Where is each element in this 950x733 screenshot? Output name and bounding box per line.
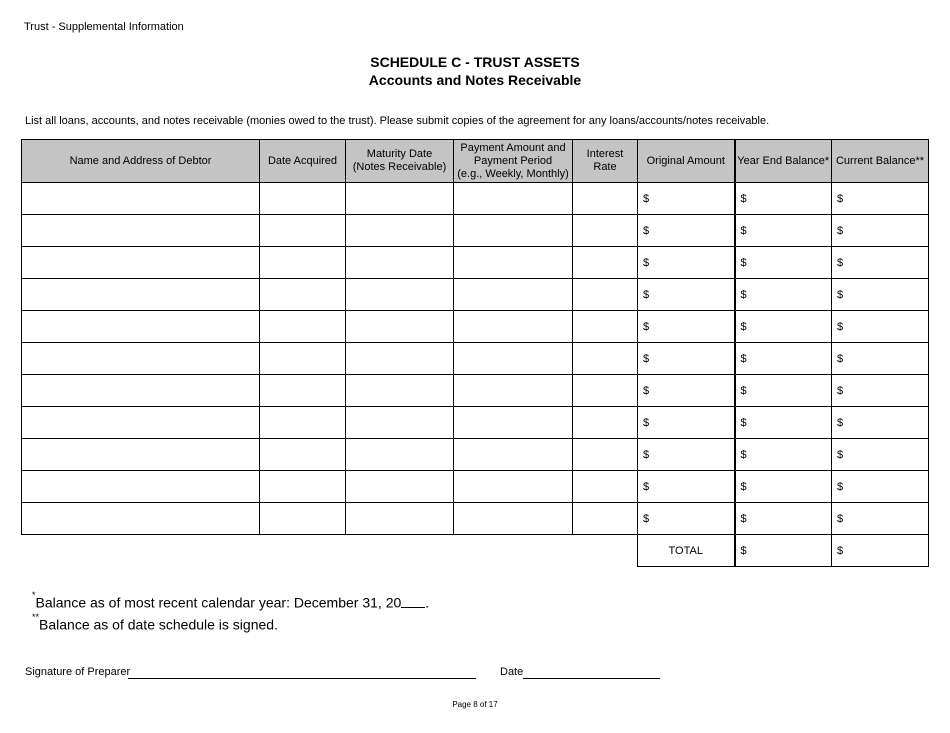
col-header-interest-rate: Interest Rate [573,140,638,183]
table-row [22,311,929,343]
payment-cell[interactable] [454,343,573,375]
payment-cell[interactable] [454,215,573,247]
maturity-date-cell[interactable] [346,375,454,407]
year-end-balance-cell[interactable]: $ [735,503,832,535]
current-balance-cell[interactable]: $ [832,439,929,471]
date-acquired-cell[interactable] [260,439,346,471]
year-blank-field[interactable] [401,595,425,608]
date-acquired-cell[interactable] [260,311,346,343]
date-acquired-cell[interactable] [260,407,346,439]
maturity-date-cell[interactable] [346,407,454,439]
current-balance-cell[interactable]: $ [832,375,929,407]
current-balance-cell[interactable]: $ [832,503,929,535]
col-header-year-end-balance: Year End Balance* [735,140,832,183]
year-end-balance-cell[interactable]: $ [735,279,832,311]
current-balance-cell[interactable]: $ [832,407,929,439]
original-amount-cell[interactable]: $ [638,503,735,535]
table-row [22,247,929,279]
original-amount-cell[interactable]: $ [638,183,735,215]
maturity-date-cell[interactable] [346,215,454,247]
col-header-date-acquired: Date Acquired [260,140,346,183]
payment-cell[interactable] [454,247,573,279]
original-amount-cell[interactable]: $ [638,343,735,375]
original-amount-cell[interactable]: $ [638,215,735,247]
interest-rate-cell[interactable] [573,279,638,311]
year-end-balance-cell[interactable]: $ [735,247,832,279]
section-title: Trust - Supplemental Information [24,21,184,33]
date-acquired-cell[interactable] [260,343,346,375]
debtor-cell[interactable] [22,247,260,279]
original-amount-cell[interactable]: $ [638,407,735,439]
current-balance-cell[interactable]: $ [832,311,929,343]
current-balance-cell[interactable]: $ [832,471,929,503]
payment-cell[interactable] [454,471,573,503]
current-balance-cell[interactable]: $ [832,279,929,311]
receivables-table [21,139,929,567]
payment-cell[interactable] [454,183,573,215]
instructions: List all loans, accounts, and notes receivable (monies owed to the trust). Please submit copies of the agreement for any loans/accounts/notes receivable. [25,115,770,127]
table-row [22,375,929,407]
debtor-cell[interactable] [22,343,260,375]
debtor-cell[interactable] [22,311,260,343]
payment-cell[interactable] [454,439,573,471]
interest-rate-cell[interactable] [573,343,638,375]
signature-field[interactable] [128,678,476,679]
schedule-title: SCHEDULE C - TRUST ASSETS [370,54,580,70]
interest-rate-cell[interactable] [573,311,638,343]
year-end-balance-cell[interactable]: $ [735,311,832,343]
table-row [22,343,929,375]
interest-rate-cell[interactable] [573,439,638,471]
current-balance-cell[interactable]: $ [832,215,929,247]
original-amount-cell[interactable]: $ [638,375,735,407]
col-header-debtor: Name and Address of Debtor [22,140,260,183]
interest-rate-cell[interactable] [573,471,638,503]
total-current-balance[interactable]: $ [832,535,929,567]
maturity-date-cell[interactable] [346,343,454,375]
payment-cell[interactable] [454,503,573,535]
original-amount-cell[interactable]: $ [638,279,735,311]
year-end-balance-cell[interactable]: $ [735,439,832,471]
schedule-subtitle: Accounts and Notes Receivable [368,72,582,88]
original-amount-cell[interactable]: $ [638,439,735,471]
maturity-date-cell[interactable] [346,439,454,471]
payment-cell[interactable] [454,279,573,311]
col-header-payment: Payment Amount and Payment Period (e.g., Weekly, Monthly) [454,140,573,183]
footnote-current: **Balance as of date schedule is signed. [32,612,278,633]
interest-rate-cell[interactable] [573,407,638,439]
date-acquired-cell[interactable] [260,183,346,215]
maturity-date-cell[interactable] [346,279,454,311]
col-header-original-amount: Original Amount [638,140,735,183]
debtor-cell[interactable] [22,375,260,407]
debtor-cell[interactable] [22,407,260,439]
payment-cell[interactable] [454,407,573,439]
date-label: Date [500,666,524,678]
debtor-cell[interactable] [22,279,260,311]
interest-rate-cell[interactable] [573,375,638,407]
maturity-date-cell[interactable] [346,311,454,343]
table-row [22,279,929,311]
table-row [22,183,929,215]
maturity-date-cell[interactable] [346,183,454,215]
total-year-end-balance[interactable]: $ [735,535,832,567]
date-acquired-cell[interactable] [260,503,346,535]
original-amount-cell[interactable]: $ [638,247,735,279]
table-row [22,503,929,535]
footnote-year-end: *Balance as of most recent calendar year: December 31, 20 . [32,590,430,611]
signature-label: Signature of Preparer [25,666,131,678]
page-number: Page 8 of 17 [452,700,498,709]
table-row [22,215,929,247]
maturity-date-cell[interactable] [346,471,454,503]
year-end-balance-cell[interactable]: $ [735,471,832,503]
table-header-row [22,140,929,183]
original-amount-cell[interactable]: $ [638,311,735,343]
payment-cell[interactable] [454,311,573,343]
date-acquired-cell[interactable] [260,215,346,247]
maturity-date-cell[interactable] [346,503,454,535]
current-balance-cell[interactable]: $ [832,183,929,215]
year-end-balance-cell[interactable]: $ [735,215,832,247]
date-acquired-cell[interactable] [260,375,346,407]
original-amount-cell[interactable]: $ [638,471,735,503]
table-row [22,439,929,471]
table-row [22,471,929,503]
year-end-balance-cell[interactable]: $ [735,343,832,375]
debtor-cell[interactable] [22,439,260,471]
interest-rate-cell[interactable] [573,503,638,535]
debtor-cell[interactable] [22,183,260,215]
year-end-balance-cell[interactable]: $ [735,407,832,439]
date-acquired-cell[interactable] [260,247,346,279]
total-label: TOTAL [638,535,735,567]
payment-cell[interactable] [454,375,573,407]
total-row-spacer [22,535,638,567]
total-row [22,535,929,567]
col-header-current-balance: Current Balance** [832,140,929,183]
interest-rate-cell[interactable] [573,183,638,215]
debtor-cell[interactable] [22,503,260,535]
table-row [22,407,929,439]
year-end-balance-cell[interactable]: $ [735,183,832,215]
date-acquired-cell[interactable] [260,279,346,311]
maturity-date-cell[interactable] [346,247,454,279]
debtor-cell[interactable] [22,471,260,503]
date-field[interactable] [523,678,660,679]
col-header-maturity-date: Maturity Date (Notes Receivable) [346,140,454,183]
debtor-cell[interactable] [22,215,260,247]
date-acquired-cell[interactable] [260,471,346,503]
current-balance-cell[interactable]: $ [832,343,929,375]
year-end-balance-cell[interactable]: $ [735,375,832,407]
interest-rate-cell[interactable] [573,247,638,279]
interest-rate-cell[interactable] [573,215,638,247]
current-balance-cell[interactable]: $ [832,247,929,279]
